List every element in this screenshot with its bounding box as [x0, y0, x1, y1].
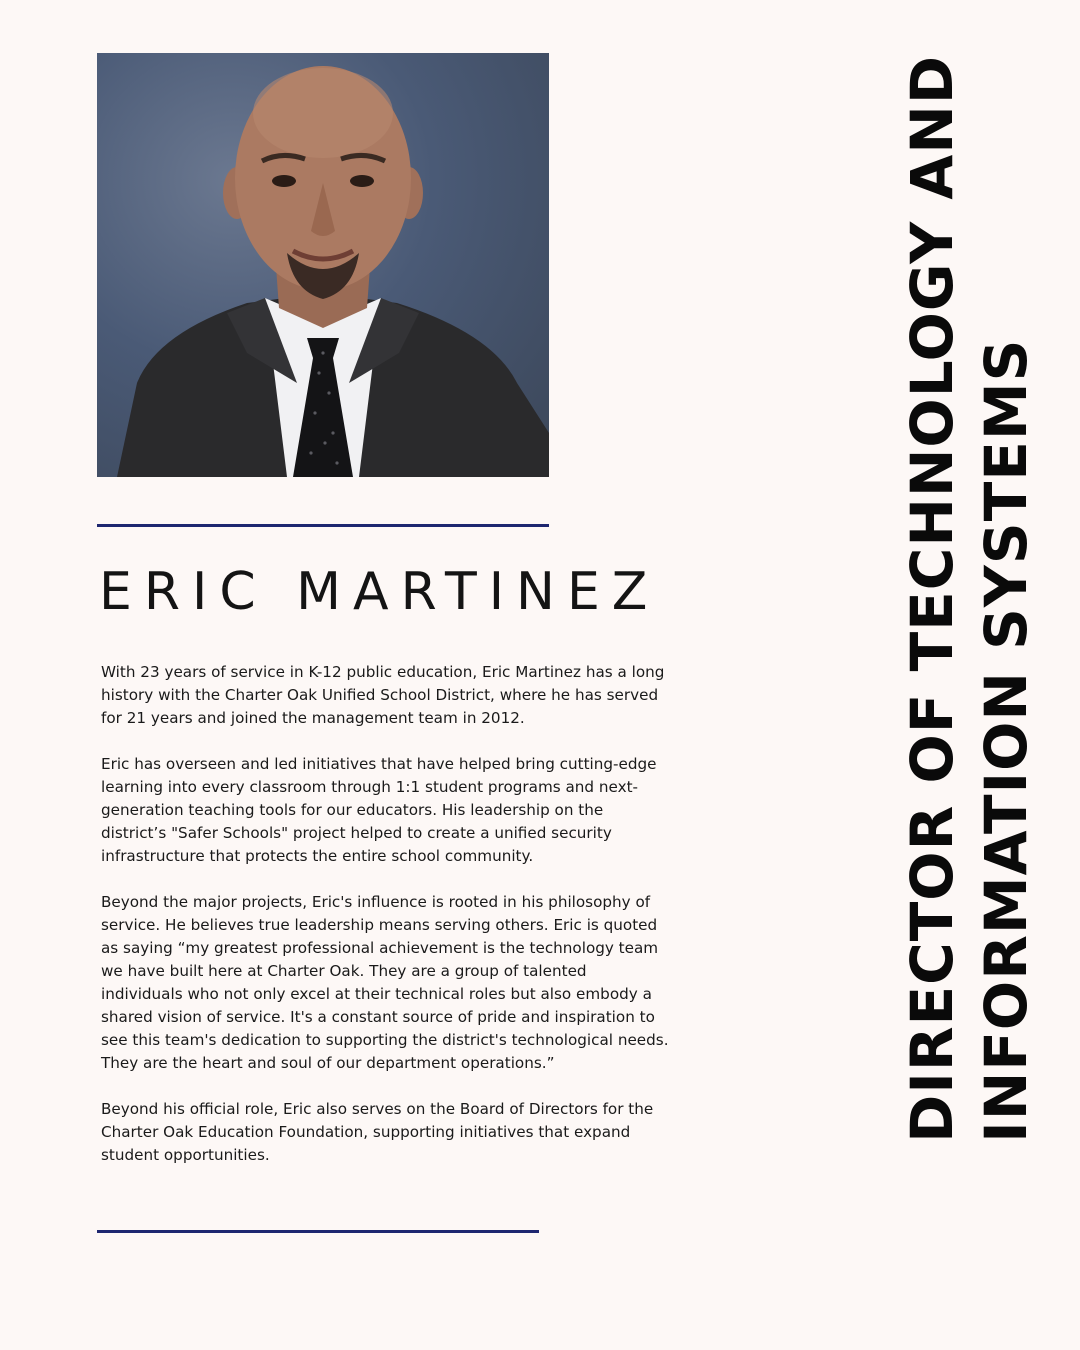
bio-paragraph: Eric has overseen and led initiatives that have helped bring cutting-edge learning into every classroom through 1:1 student programs and next-generation teaching tools for our educators. His leadership on the district’s "Safer Schools" project helped to create a unified security infrastructure that protects the entire school community. — [101, 755, 657, 865]
job-title-line: INFORMATION SYSTEMS — [972, 338, 1040, 1143]
person-name: ERIC MARTINEZ — [99, 562, 660, 622]
bio-text — [101, 661, 671, 1190]
bottom-divider — [97, 1230, 539, 1233]
portrait-photo — [97, 53, 549, 477]
bio-paragraph: Beyond his official role, Eric also serves on the Board of Directors for the Charter Oak Education Foundation, supporting initiatives that expand student opportunities. — [101, 1100, 654, 1164]
top-divider — [97, 524, 549, 527]
bio-paragraph: Beyond the major projects, Eric's influence is rooted in his philosophy of service. He believes true leadership means serving others. Eric is quoted as saying “my greatest professional achievement is the technology team we have built here at Charter Oak. They are a group of talented individuals who not only excel at their technical roles but also embody a shared vision of service. It's a constant source of pride and inspiration to see this team's dedication to supporting the district's technological needs. They are the heart and soul of our department operations.” — [101, 893, 669, 1072]
job-title-line: DIRECTOR OF TECHNOLOGY AND — [898, 55, 966, 1143]
bio-paragraph: With 23 years of service in K-12 public education, Eric Martinez has a long history with the Charter Oak Unified School District, where he has served for 21 years and joined the management team in 2012. — [101, 663, 665, 727]
job-title — [895, 55, 1045, 1143]
